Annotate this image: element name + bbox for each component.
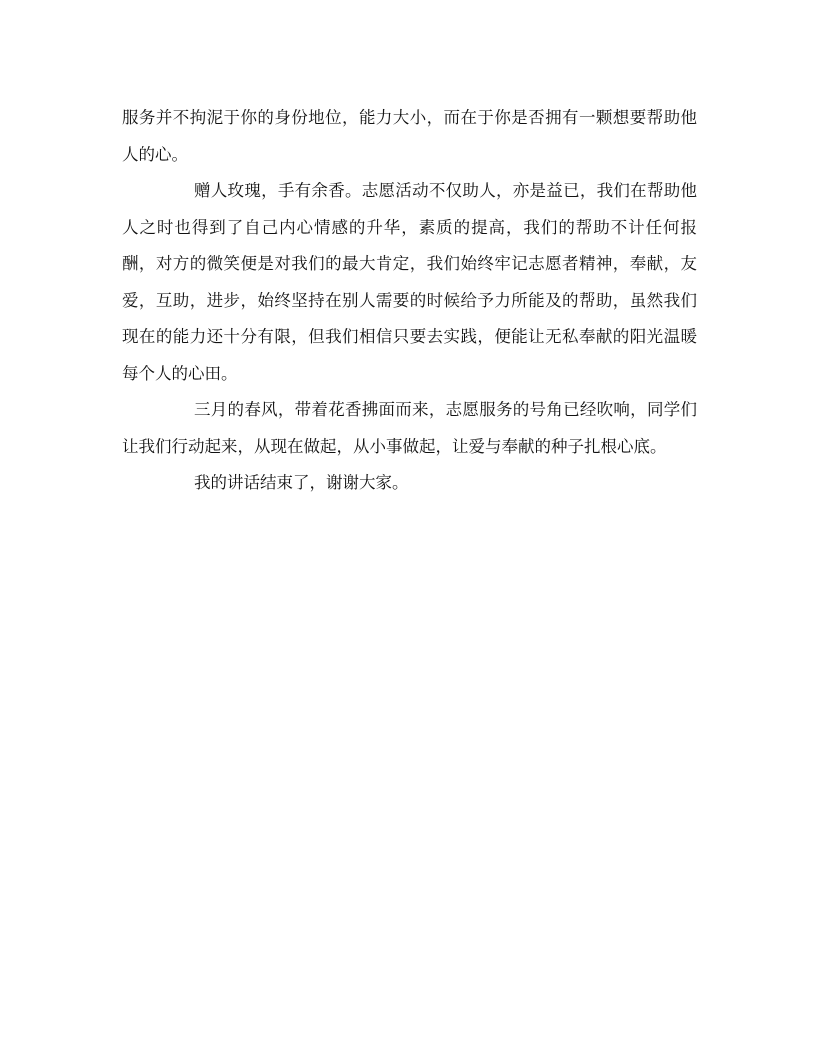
paragraph-closing: 我的讲话结束了，谢谢大家。: [194, 473, 409, 492]
paragraph-continuation: 服务并不拘泥于你的身份地位，能力大小，而在于你是否拥有一颗想要帮助他人的心。: [122, 108, 697, 164]
document-body: [122, 100, 697, 502]
paragraph: 三月的春风，带着花香拂面而来，志愿服务的号角已经吹响，同学们让我们行动起来，从现在做起，从小事做起，让爱与奉献的种子扎根心底。: [122, 400, 697, 456]
paragraph: 赠人玫瑰，手有余香。志愿活动不仅助人，亦是益已，我们在帮助他人之时也得到了自己内心情感的升华，素质的提高，我们的帮助不计任何报酬，对方的微笑便是对我们的最大肯定，我们始终牢记志愿者精神，奉献，友爱，互助，进步，始终坚持在别人需要的时候给予力所能及的帮助，虽然我们现在的能力还十分有限，但我们相信只要去实践，便能让无私奉献的阳光温暖每个人的心田。: [122, 181, 697, 383]
